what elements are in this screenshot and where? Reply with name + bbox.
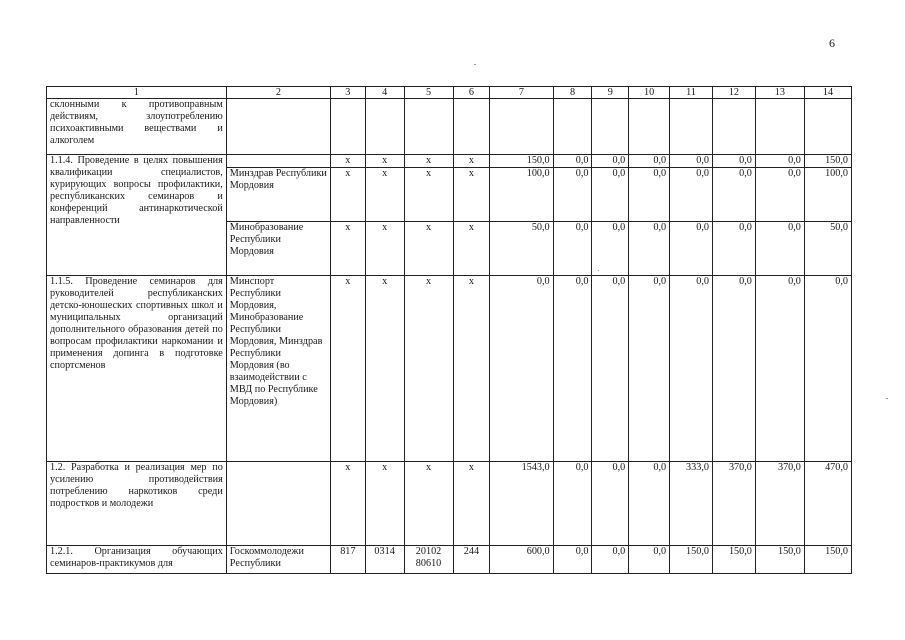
amount-cell: 470,0 (804, 462, 851, 546)
budget-code: x (330, 155, 365, 168)
amount-cell: 0,0 (490, 276, 553, 462)
amount-cell: 150,0 (804, 155, 851, 168)
column-header: 8 (553, 87, 592, 99)
executor: Минспорт Республики Мордовия, Минобразование Республики Мордовия, Минздрав Республики Мордовия (во взаимодействии с МВД по Республике Мордовия) (226, 276, 330, 462)
amount-cell: 370,0 (712, 462, 755, 546)
amount-cell: 0,0 (592, 222, 629, 276)
amount-cell: 370,0 (755, 462, 804, 546)
amount-cell: 0,0 (592, 546, 629, 574)
page-number: 6 (829, 36, 835, 50)
table-row (47, 99, 852, 155)
amount-cell: 0,0 (755, 222, 804, 276)
scan-speck (598, 270, 599, 271)
column-header: 12 (712, 87, 755, 99)
budget-code: x (453, 222, 490, 276)
budget-code: x (330, 222, 365, 276)
amount-cell: 333,0 (670, 462, 713, 546)
measure-name: 1.1.4. Проведение в целях повышения квалификации специалистов, курирующих вопросы профилактики, республиканских семинаров и конференций антинаркотической направленности (47, 155, 227, 276)
amount-cell: 0,0 (670, 276, 713, 462)
executor: Госкоммолодежи Республики (226, 546, 330, 574)
budget-code: x (404, 276, 453, 462)
amount-cell: 0,0 (553, 462, 592, 546)
amount-cell: 0,0 (553, 168, 592, 222)
table-row (47, 155, 852, 168)
budget-code: x (330, 276, 365, 462)
column-header: 7 (490, 87, 553, 99)
executor (226, 155, 330, 168)
amount-cell: 0,0 (553, 222, 592, 276)
amount-cell: 100,0 (490, 168, 553, 222)
amount-cell: 0,0 (712, 168, 755, 222)
amount-cell: 0,0 (670, 155, 713, 168)
budget-code: x (365, 168, 404, 222)
column-header: 14 (804, 87, 851, 99)
budget-code: 0314 (365, 546, 404, 574)
budget-code: x (404, 168, 453, 222)
executor: Минобразование Республики Мордовия (226, 222, 330, 276)
amount-cell: 150,0 (712, 546, 755, 574)
budget-code: x (365, 222, 404, 276)
table-header-row (47, 87, 852, 99)
amount-cell: 0,0 (712, 155, 755, 168)
column-header: 1 (47, 87, 227, 99)
budget-code: x (365, 462, 404, 546)
budget-code: x (330, 462, 365, 546)
budget-code: 817 (330, 546, 365, 574)
column-header: 5 (404, 87, 453, 99)
amount-cell: 0,0 (755, 168, 804, 222)
amount-cell: 0,0 (804, 276, 851, 462)
amount-cell: 0,0 (755, 155, 804, 168)
column-header: 13 (755, 87, 804, 99)
column-header: 9 (592, 87, 629, 99)
amount-cell: 1543,0 (490, 462, 553, 546)
budget-code: x (330, 168, 365, 222)
column-header: 6 (453, 87, 490, 99)
executor (226, 462, 330, 546)
scan-speck (474, 64, 476, 65)
amount-cell: 0,0 (553, 276, 592, 462)
amount-cell: 0,0 (553, 546, 592, 574)
amount-cell: 0,0 (629, 546, 670, 574)
budget-code: x (453, 168, 490, 222)
budget-code: 244 (453, 546, 490, 574)
amount-cell: 0,0 (553, 155, 592, 168)
amount-cell: 0,0 (592, 462, 629, 546)
amount-cell: 0,0 (629, 276, 670, 462)
amount-cell: 0,0 (592, 276, 629, 462)
executor: Минздрав Республики Мордовия (226, 168, 330, 222)
amount-cell: 50,0 (804, 222, 851, 276)
budget-code: x (453, 462, 490, 546)
amount-cell: 150,0 (490, 155, 553, 168)
amount-cell: 0,0 (712, 276, 755, 462)
column-header: 10 (629, 87, 670, 99)
table-row (47, 276, 852, 462)
budget-code: x (365, 155, 404, 168)
amount-cell: 0,0 (712, 222, 755, 276)
column-header: 2 (226, 87, 330, 99)
amount-cell: 600,0 (490, 546, 553, 574)
amount-cell: 100,0 (804, 168, 851, 222)
measure-name: 1.1.5. Проведение семинаров для руководителей республиканских детско-юношеских спортивных школ и муниципальных организаций дополнительного образования детей по вопросам профилактики наркомании и применения допинга в подготовке спортсменов (47, 276, 227, 462)
measure-name: 1.2. Разработка и реализация мер по усилению противодействия потреблению наркотиков среди подростков и молодежи (47, 462, 227, 546)
amount-cell: 150,0 (804, 546, 851, 574)
amount-cell: 0,0 (592, 155, 629, 168)
amount-cell: 0,0 (629, 222, 670, 276)
column-header: 3 (330, 87, 365, 99)
scan-speck (886, 398, 888, 399)
budget-code: x (365, 276, 404, 462)
program-table (46, 86, 852, 574)
table-row (47, 546, 852, 574)
amount-cell: 50,0 (490, 222, 553, 276)
table-row (47, 462, 852, 546)
measure-name: 1.2.1. Организация обучающих семинаров-практикумов для (47, 546, 227, 574)
amount-cell: 0,0 (592, 168, 629, 222)
budget-code: x (404, 462, 453, 546)
amount-cell: 0,0 (629, 168, 670, 222)
budget-code: x (453, 155, 490, 168)
amount-cell: 0,0 (755, 276, 804, 462)
budget-code: x (404, 155, 453, 168)
column-header: 11 (670, 87, 713, 99)
amount-cell: 0,0 (670, 168, 713, 222)
budget-code: 20102 80610 (404, 546, 453, 574)
amount-cell: 0,0 (629, 462, 670, 546)
amount-cell: 0,0 (629, 155, 670, 168)
amount-cell: 150,0 (670, 546, 713, 574)
column-header: 4 (365, 87, 404, 99)
budget-code: x (453, 276, 490, 462)
amount-cell: 150,0 (755, 546, 804, 574)
amount-cell: 0,0 (670, 222, 713, 276)
budget-code: x (404, 222, 453, 276)
measure-name: склонными к противоправным действиям, злоупотреблению психоактивными веществами и алкоголем (47, 99, 227, 155)
